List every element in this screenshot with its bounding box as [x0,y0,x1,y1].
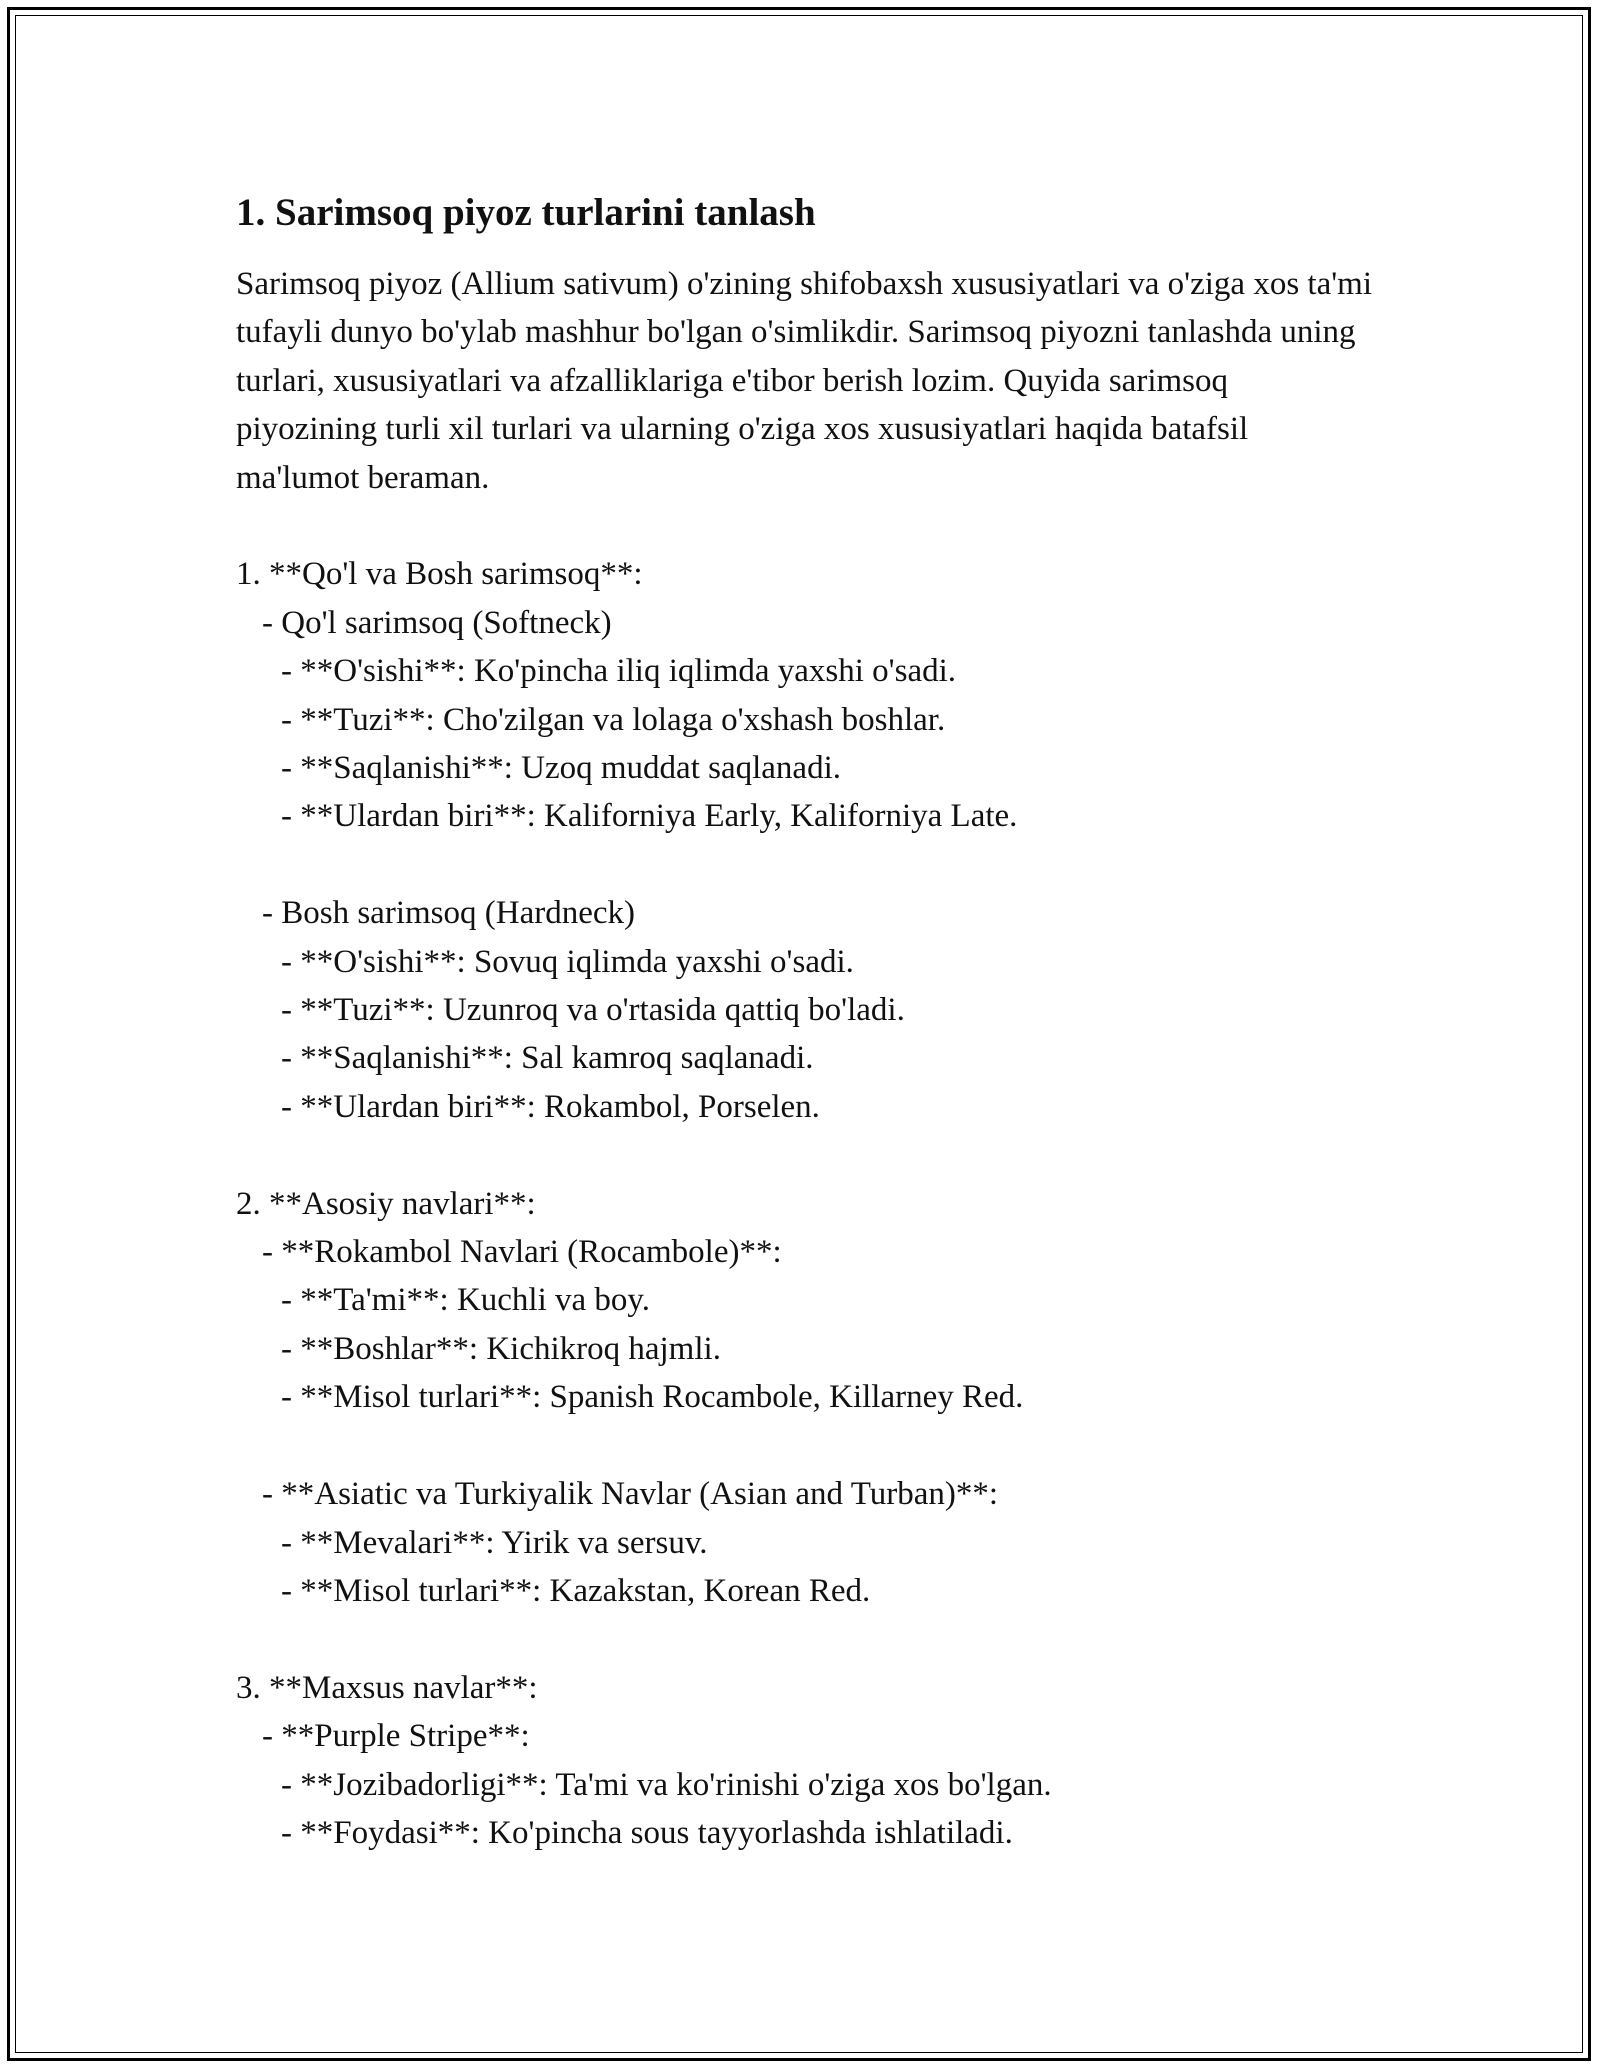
content-line: - **Foydasi**: Ko'pincha sous tayyorlashda ishlatiladi. [281,1814,1013,1851]
content-line: - **Rokambol Navlari (Rocambole)**: [262,1234,782,1271]
content-line: - **Saqlanishi**: Sal kamroq saqlanadi. [281,1040,814,1077]
content-line: - Qo'l sarimsoq (Softneck) [262,604,612,641]
content-line: - Bosh sarimsoq (Hardneck) [262,895,635,932]
blank-line [236,1131,1376,1179]
content-line: - **Saqlanishi**: Uzoq muddat saqlanadi. [281,750,841,787]
content-line: 2. **Asosiy navlari**: [236,1185,536,1222]
content-line: 1. **Qo'l va Bosh sarimsoq**: [236,556,643,593]
content-line: - **Boshlar**: Kichikroq hajmli. [281,1330,721,1367]
blank-line [236,502,1376,550]
blank-line [236,1615,1376,1663]
content-line: - **Tuzi**: Cho'zilgan va lolaga o'xshash boshlar. [281,701,946,738]
content-line: - **Ulardan biri**: Rokambol, Porselen. [281,1088,820,1125]
blank-line [236,841,1376,889]
content-line: - **O'sishi**: Sovuq iqlimda yaxshi o'sadi. [281,943,854,980]
content-line: - **Tuzi**: Uzunroq va o'rtasida qattiq bo'ladi. [281,992,905,1029]
content-line: 3. **Maxsus navlar**: [236,1669,538,1706]
content-line: - **Misol turlari**: Kazakstan, Korean Red. [281,1572,871,1609]
content-lines [236,502,1376,1857]
content-line: - **Purple Stripe**: [262,1718,530,1755]
content-line: - **O'sishi**: Ko'pincha iliq iqlimda yaxshi o'sadi. [281,653,957,690]
content-line: - **Jozibadorligi**: Ta'mi va ko'rinishi o'ziga xos bo'lgan. [281,1766,1052,1803]
content-line: - **Asiatic va Turkiyalik Navlar (Asian and Turban)**: [262,1476,999,1513]
section-heading: 1. Sarimsoq piyoz turlarini tanlash [236,191,816,234]
content-line: - **Mevalari**: Yirik va sersuv. [281,1524,708,1561]
content-line: - **Ta'mi**: Kuchli va boy. [281,1282,651,1319]
blank-line [236,1422,1376,1470]
document-body [236,188,1376,1857]
intro-paragraph: Sarimsoq piyoz (Allium sativum) o'zining shifobaxsh xususiyatlari va o'ziga xos ta'mi tufayli dunyo bo'ylab mashhur bo'lgan o'simlikdir. Sarimsoq piyozni tanlashda uning turlari, xususiyatlari va afzalliklariga e'tibor berish lozim. Quyida sarimsoq piyozining turli xil turlari va ularning o'ziga xos xususiyatlari haqida batafsil ma'lumot beraman. [236,266,1373,496]
content-line: - **Misol turlari**: Spanish Rocambole, Killarney Red. [281,1379,1024,1416]
content-line: - **Ulardan biri**: Kaliforniya Early, Kaliforniya Late. [281,798,1018,835]
